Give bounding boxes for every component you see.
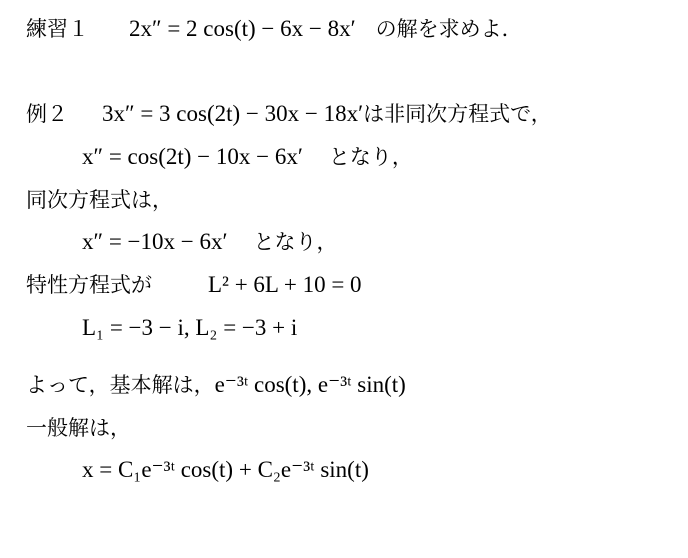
roots: L₁ = −3 − i, L₂ = −3 + i — [82, 315, 298, 340]
characteristic-line — [26, 270, 362, 301]
homogeneous-equation: x″ = −10x − 6x′ — [82, 229, 228, 254]
general-solution: x = C₁e⁻³ᵗ cos(t) + C₂e⁻³ᵗ sin(t) — [82, 457, 369, 482]
general-label: 一般解は， — [26, 416, 131, 440]
exercise-1-equation: 2x″ = 2 cos(t) − 6x − 8x′ — [129, 16, 356, 41]
general-solution-line — [82, 455, 369, 486]
example-2-text: は非同次方程式で， — [363, 102, 552, 126]
homogeneous-equation-text: となり， — [253, 230, 338, 254]
general-label-line — [26, 413, 131, 444]
basis-label: よって，基本解は， — [26, 373, 215, 397]
basis-line — [26, 370, 406, 401]
example-2-line — [26, 99, 552, 130]
example-2-label: 例２ — [26, 102, 68, 126]
exercise-1-line — [26, 14, 523, 45]
normalized-equation-line — [82, 142, 413, 173]
homogeneous-label-line — [26, 185, 173, 216]
homogeneous-label: 同次方程式は， — [26, 188, 173, 212]
homogeneous-equation-line — [82, 227, 338, 258]
exercise-1-label: 練習１ — [26, 17, 89, 41]
normalized-equation-text: となり， — [328, 145, 413, 169]
characteristic-label: 特性方程式が — [26, 273, 152, 297]
exercise-1-text: の解を求めよ． — [375, 17, 523, 41]
characteristic-equation: L² + 6L + 10 = 0 — [208, 272, 362, 297]
normalized-equation: x″ = cos(2t) − 10x − 6x′ — [82, 144, 303, 169]
roots-line — [82, 313, 297, 344]
example-2-equation: 3x″ = 3 cos(2t) − 30x − 18x′ — [102, 101, 364, 126]
basis-solutions: e⁻³ᵗ cos(t), e⁻³ᵗ sin(t) — [214, 372, 406, 397]
